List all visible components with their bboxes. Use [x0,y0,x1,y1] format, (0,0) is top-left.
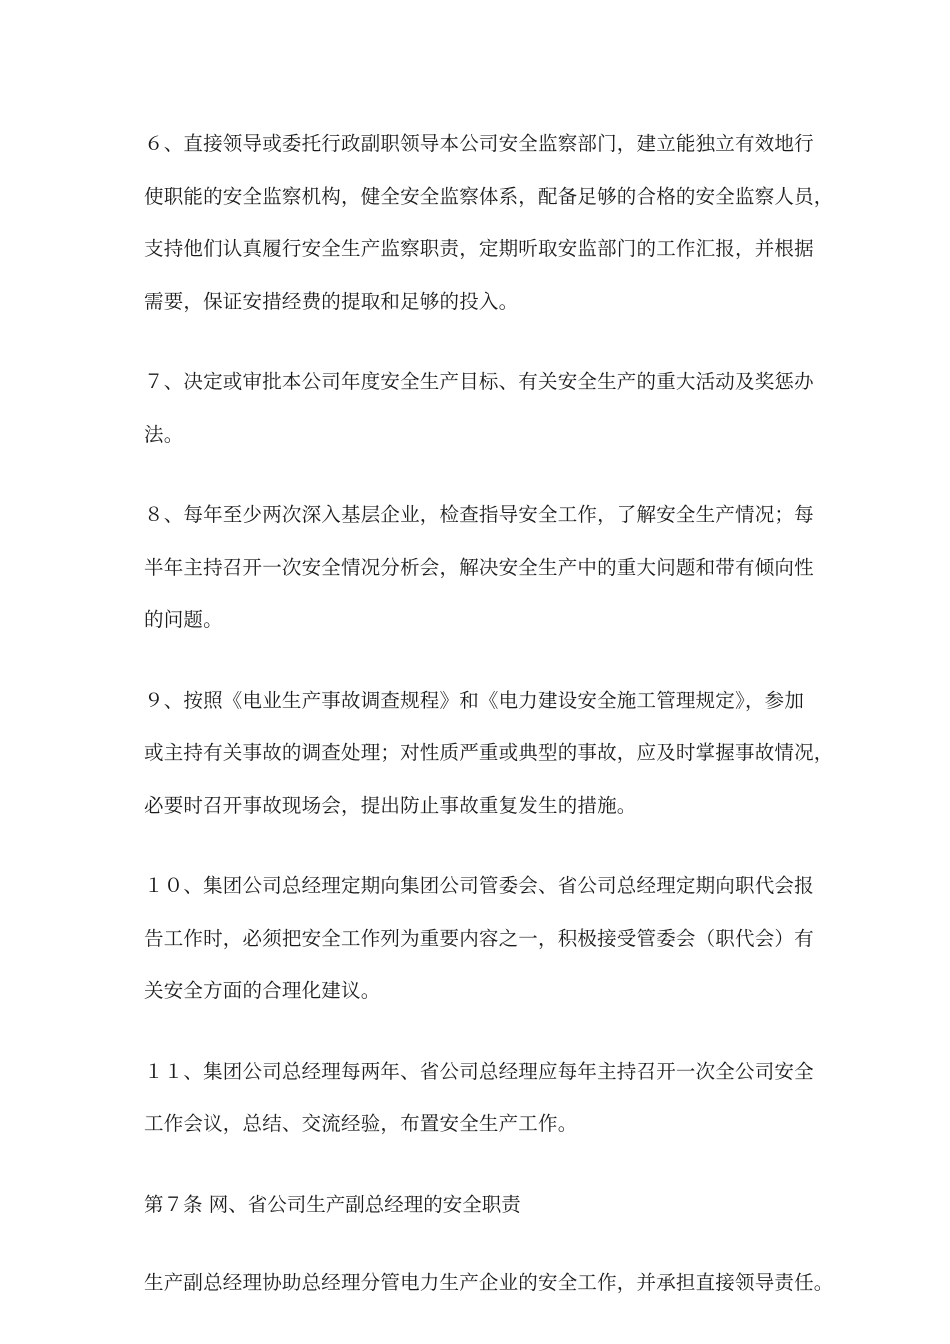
text-line: 必要时召开事故现场会，提出防止事故重复发生的措施。 [144,793,637,817]
text-line: 关安全方面的合理化建议。 [144,979,381,1002]
text-line: 支持他们认真履行安全生产监察职责，定期听取安监部门的工作汇报，并根据 [144,237,814,260]
paragraph-item-7 [144,356,814,461]
text-line: 工作会议，总结、交流经验，布置安全生产工作。 [144,1112,578,1135]
document-page [144,118,834,1338]
text-line: ６、直接领导或委托行政副职领导本公司安全监察部门，建立能独立有效地行 [144,132,814,155]
text-line: 生产副总经理协助总经理分管电力生产企业的安全工作，并承担直接领导责任。 [144,1271,834,1294]
text-line: 法。 [144,422,184,446]
paragraph-item-6 [144,118,834,328]
paragraph-item-9 [144,675,834,833]
text-line: ８、每年至少两次深入基层企业，检查指导安全工作，了解安全生产情况；每 [144,503,814,526]
paragraph-item-11 [144,1046,814,1151]
text-line: 告工作时，必须把安全工作列为重要内容之一，积极接受管委会（职代会）有 [144,926,814,950]
text-line: ７、决定或审批本公司年度安全生产目标、有关安全生产的重大活动及奖惩办 [144,370,814,393]
text-line: 使职能的安全监察机构，健全安全监察体系，配备足够的合格的安全监察人员， [144,184,834,208]
paragraph-item-10 [144,860,814,1018]
text-line: 或主持有关事故的调查处理；对性质严重或典型的事故，应及时掌握事故情况， [144,741,834,764]
text-line: ９、按照《电业生产事故调查规程》和《电力建设安全施工管理规定》，参加 [144,688,805,712]
text-line: 需要，保证安措经费的提取和足够的投入。 [144,289,519,313]
text-line: 半年主持召开一次安全情况分析会，解决安全生产中的重大问题和带有倾向性 [144,555,814,579]
paragraph-item-8 [144,489,814,647]
text-line: １０、集团公司总经理定期向集团公司管委会、省公司总经理定期向职代会报 [144,874,814,897]
text-line: 的问题。 [144,608,223,631]
section-heading: 第７条 网、省公司生产副总经理的安全职责 [144,1192,521,1216]
closing-paragraph [144,1257,834,1310]
text-line: １１、集团公司总经理每两年、省公司总经理应每年主持召开一次全公司安全 [144,1059,814,1083]
